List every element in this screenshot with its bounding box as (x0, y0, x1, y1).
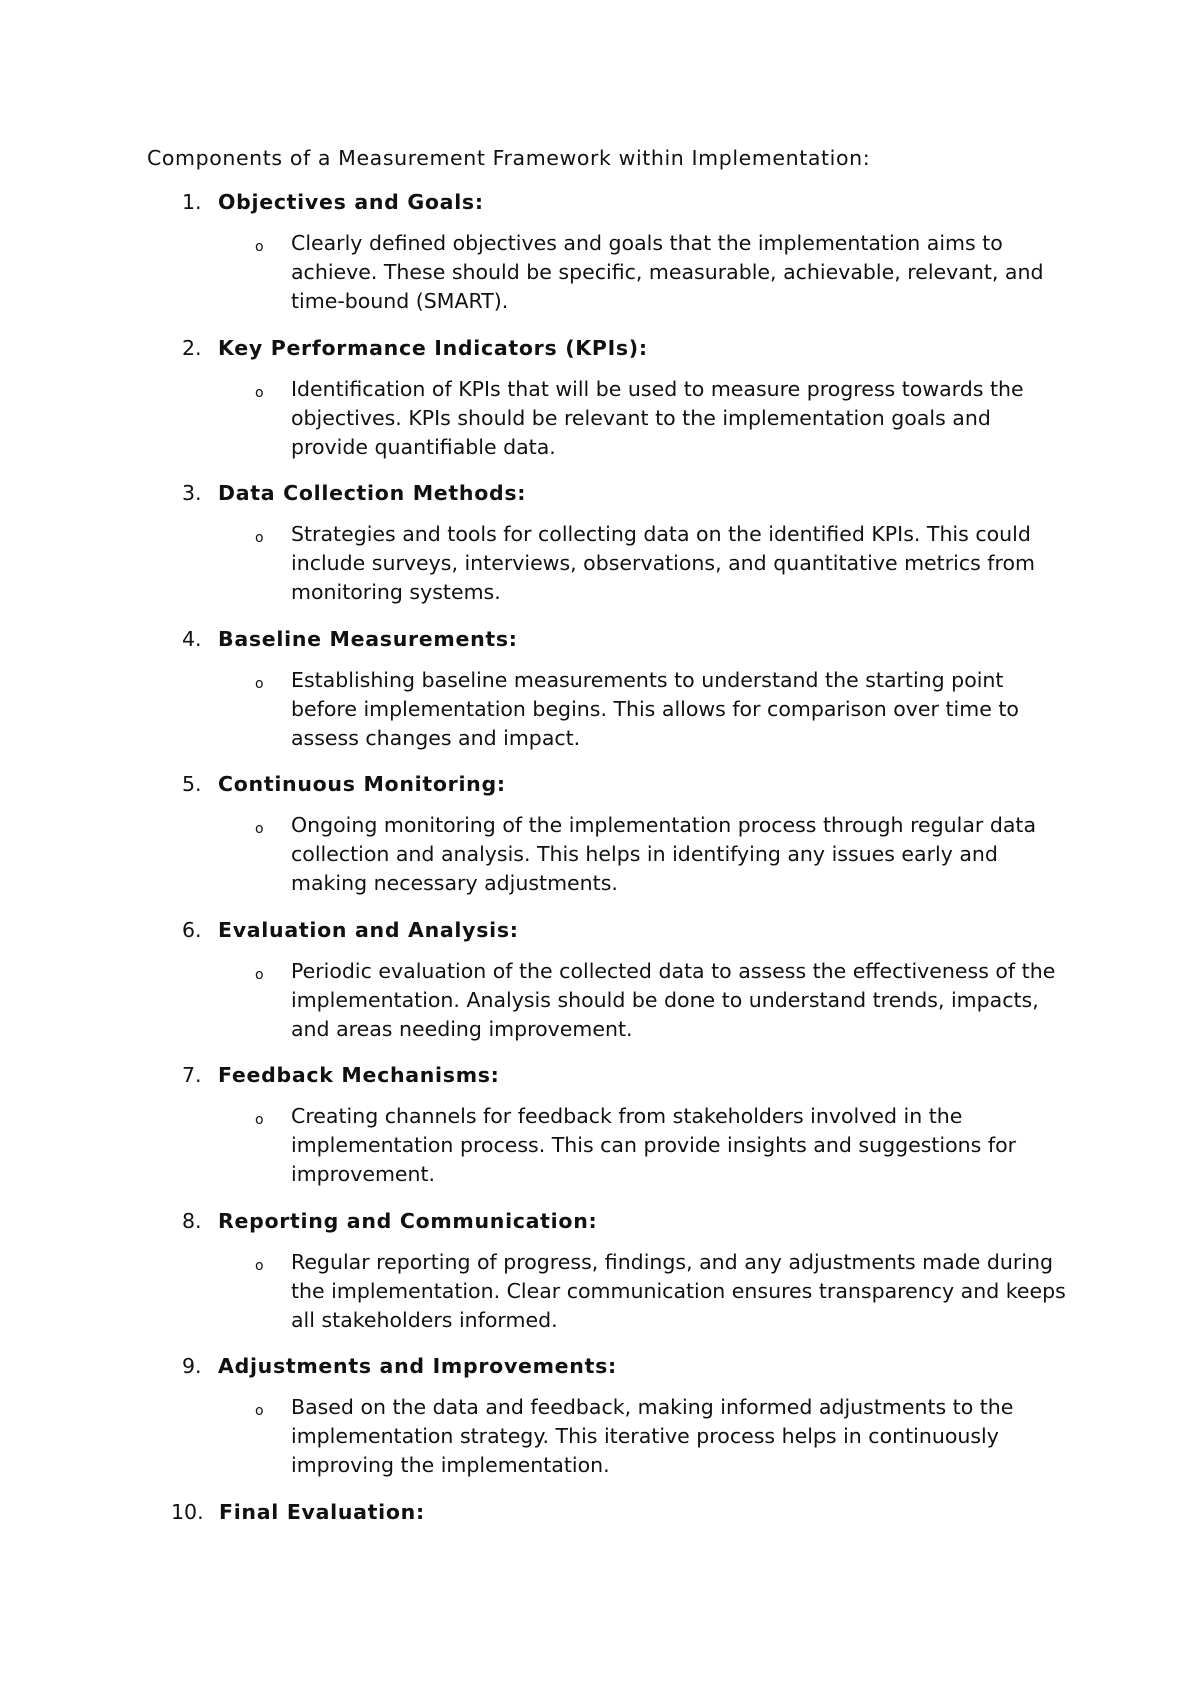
item-number: 1. (182, 190, 202, 214)
bullet-icon: o (255, 821, 264, 837)
item-title: Data Collection Methods: (218, 481, 527, 505)
item-number: 8. (182, 1209, 202, 1233)
item-title: Continuous Monitoring: (218, 772, 506, 796)
item-number: 7. (182, 1063, 202, 1087)
bullet-icon: o (255, 1258, 264, 1274)
item-description: Periodic evaluation of the collected data to assess the effectiveness of the implementation. Analysis should be done to understand trends, impacts, and areas needing improvement. (291, 959, 1056, 1041)
item-number: 10. (171, 1500, 204, 1524)
item-number: 4. (182, 627, 202, 651)
item-title: Final Evaluation: (219, 1500, 425, 1524)
item-number: 9. (182, 1354, 202, 1378)
item-title: Reporting and Communication: (218, 1209, 598, 1233)
bullet-icon: o (255, 1403, 264, 1419)
item-title: Evaluation and Analysis: (218, 918, 519, 942)
item-title: Baseline Measurements: (218, 627, 518, 651)
bullet-icon: o (255, 676, 264, 692)
bullet-icon: o (255, 385, 264, 401)
bullet-icon: o (255, 239, 264, 255)
item-description: Regular reporting of progress, findings, and any adjustments made during the implementation. Clear communication ensures transparency and keeps all stakeholders informed. (291, 1250, 1066, 1332)
item-number: 3. (182, 481, 202, 505)
item-number: 6. (182, 918, 202, 942)
item-description: Creating channels for feedback from stakeholders involved in the implementation process. This can provide insights and suggestions for improvement. (291, 1104, 1017, 1186)
item-number: 2. (182, 336, 202, 360)
item-number: 5. (182, 772, 202, 796)
bullet-icon: o (255, 967, 264, 983)
item-title: Objectives and Goals: (218, 190, 484, 214)
item-description: Ongoing monitoring of the implementation process through regular data collection and analysis. This helps in identifying any issues early and making necessary adjustments. (291, 813, 1037, 895)
item-description: Clearly defined objectives and goals that the implementation aims to achieve. These should be specific, measurable, achievable, relevant, and time-bound (SMART). (291, 231, 1044, 313)
item-title: Key Performance Indicators (KPIs): (218, 336, 648, 360)
document-heading: Components of a Measurement Framework within Implementation: (147, 146, 871, 170)
item-title: Feedback Mechanisms: (218, 1063, 500, 1087)
bullet-icon: o (255, 530, 264, 546)
item-description: Strategies and tools for collecting data on the identified KPIs. This could include surveys, interviews, observations, and quantitative metrics from monitoring systems. (291, 522, 1036, 604)
item-title: Adjustments and Improvements: (218, 1354, 617, 1378)
item-description: Identification of KPIs that will be used to measure progress towards the objectives. KPIs should be relevant to the implementation goals and provide quantifiable data. (291, 377, 1024, 459)
item-description: Based on the data and feedback, making informed adjustments to the implementation strategy. This iterative process helps in continuously improving the implementation. (291, 1395, 1014, 1477)
item-description: Establishing baseline measurements to understand the starting point before implementation begins. This allows for comparison over time to assess changes and impact. (291, 668, 1019, 750)
bullet-icon: o (255, 1112, 264, 1128)
